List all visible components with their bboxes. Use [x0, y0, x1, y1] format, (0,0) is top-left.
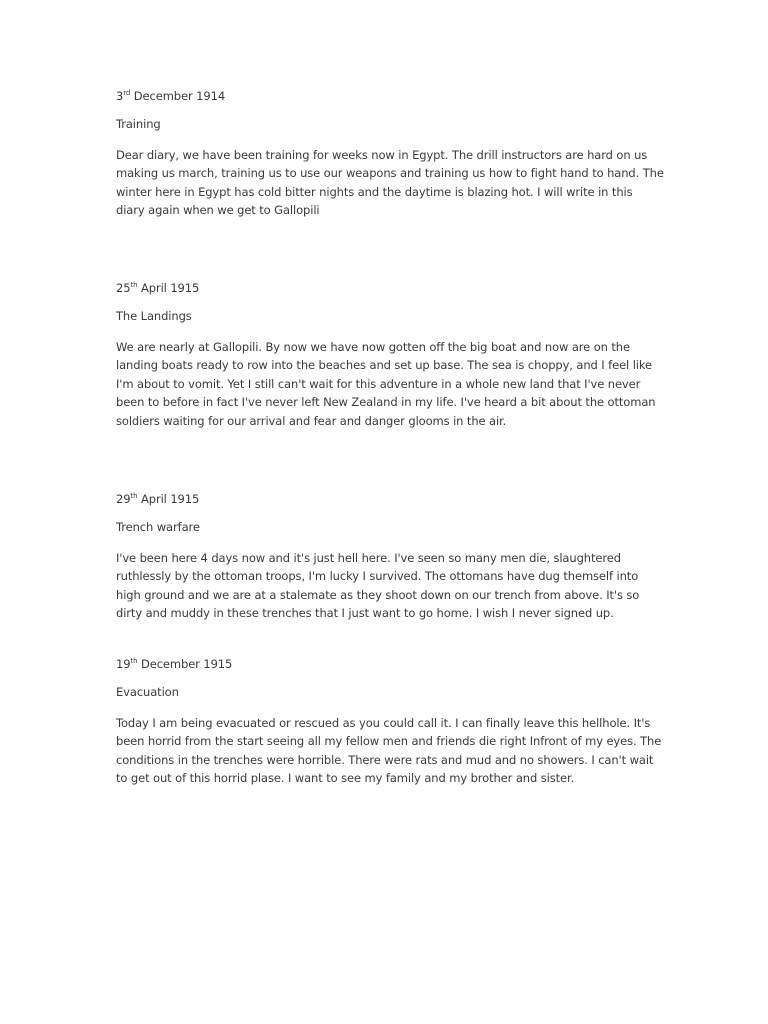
date-month-year: April 1915 [137, 492, 200, 506]
date-suffix: th [130, 657, 138, 665]
entry-title: Evacuation [116, 685, 179, 699]
entry-body: Dear diary, we have been training for weeks now in Egypt. The drill instructors are hard on us making us march, training us to use our weapons and training us how to fight hand to hand. The winter here in Egypt has cold bitter nights and the daytime is blazing hot. I will write in this diary again when we get to Gallopili [116, 148, 664, 218]
date-day: 3 [116, 89, 124, 103]
diary-entry [116, 280, 664, 430]
date-month-year: April 1915 [137, 281, 200, 295]
entry-title: Trench warfare [116, 520, 200, 534]
entry-body: Today I am being evacuated or rescued as you could call it. I can finally leave this hellhole. It's been horrid from the start seeing all my fellow men and friends die right Infront of my eyes. The conditions in the trenches were horrible. There were rats and mud and no showers. I can't wait to get out of this horrid plase. I want to see my family and my brother and sister. [116, 716, 662, 786]
date-suffix: th [130, 281, 138, 289]
entry-title: Training [116, 117, 161, 131]
entry-date [116, 280, 664, 296]
entry-title: The Landings [116, 309, 192, 323]
diary-entry [116, 88, 664, 220]
entry-date [116, 656, 664, 672]
date-month-year: December 1915 [137, 657, 233, 671]
entry-body: We are nearly at Gallopili. By now we have now gotten off the big boat and now are on the landing boats ready to row into the beaches and set up base. The sea is choppy, and I feel like I'm about to vomit. Yet I still can't wait for this adventure in a whole new land that I've never been to before in fact I've never left New Zealand in my life. I've heard a bit about the ottoman soldiers waiting for our arrival and fear and danger glooms in the air. [116, 340, 656, 428]
diary-entry [116, 491, 664, 623]
date-month-year: December 1914 [130, 89, 226, 103]
date-day: 25 [116, 281, 131, 295]
entry-date [116, 491, 664, 507]
date-day: 29 [116, 492, 131, 506]
diary-entry [116, 656, 664, 788]
entry-body: I've been here 4 days now and it's just hell here. I've seen so many men die, slaughtered ruthlessly by the ottoman troops, I'm lucky I survived. The ottomans have dug themself into high ground and we are at a stalemate as they shoot down on our trench from above. It's so dirty and muddy in these trenches that I just want to go home. I wish I never signed up. [116, 551, 640, 621]
date-suffix: rd [123, 89, 131, 97]
entry-date [116, 88, 664, 104]
date-day: 19 [116, 657, 131, 671]
date-suffix: th [130, 492, 138, 500]
